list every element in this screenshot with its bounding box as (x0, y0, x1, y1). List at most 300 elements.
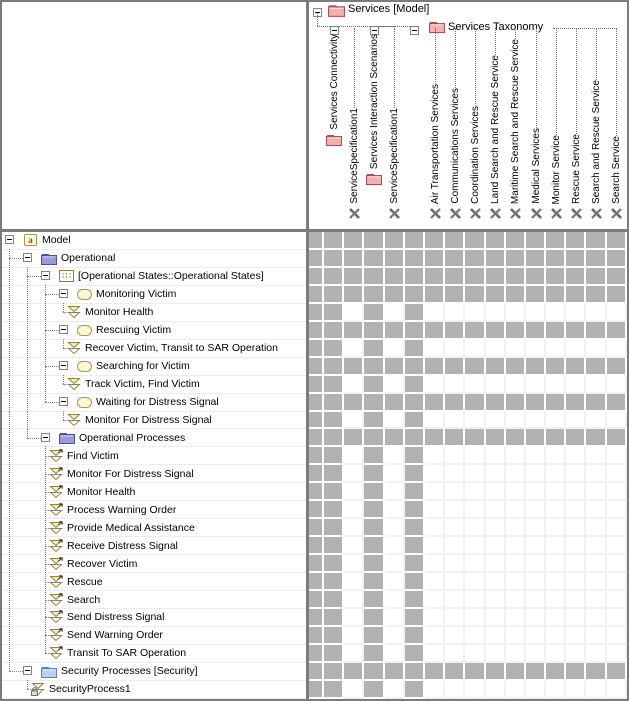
matrix-cell[interactable] (445, 609, 465, 627)
column-header-air-transportation-services[interactable] (425, 28, 445, 225)
matrix-cell[interactable] (425, 537, 445, 555)
matrix-cell[interactable] (465, 465, 485, 483)
matrix-cell[interactable] (425, 627, 445, 645)
tree-row[interactable] (2, 232, 306, 250)
matrix-cell[interactable] (566, 537, 586, 555)
matrix-cell[interactable] (425, 573, 445, 591)
matrix-cell (309, 268, 324, 286)
matrix-cell[interactable] (425, 447, 445, 465)
tree-row[interactable] (2, 681, 306, 699)
matrix-cell[interactable] (465, 376, 485, 394)
matrix-cell[interactable] (526, 483, 546, 501)
matrix-cell[interactable] (385, 519, 405, 537)
matrix-cell[interactable] (445, 627, 465, 645)
matrix-cell[interactable] (465, 501, 485, 519)
matrix-cell (526, 322, 546, 340)
tree-row[interactable] (2, 555, 306, 573)
tree-expander[interactable] (23, 250, 41, 267)
column-root-header[interactable]: Services [Model] (348, 3, 430, 15)
tree-expander[interactable] (41, 268, 59, 285)
matrix-cell[interactable] (465, 340, 485, 358)
matrix-cell[interactable] (425, 681, 445, 699)
matrix-cell[interactable] (566, 591, 586, 609)
matrix-cell[interactable] (566, 483, 586, 501)
tree-expander[interactable] (59, 286, 77, 303)
matrix-cell[interactable] (425, 519, 445, 537)
matrix-cell[interactable] (465, 627, 485, 645)
matrix-cell (445, 286, 465, 304)
matrix-cell[interactable] (546, 465, 566, 483)
matrix-cell[interactable] (385, 376, 405, 394)
matrix-cell[interactable] (344, 519, 364, 537)
matrix-cell[interactable] (465, 591, 485, 609)
matrix-cell[interactable] (607, 573, 627, 591)
matrix-cell[interactable] (425, 340, 445, 358)
matrix-cell (445, 358, 465, 376)
tree-guide (5, 465, 23, 482)
column-header-coordination-services[interactable] (465, 28, 485, 225)
matrix-cell[interactable] (425, 304, 445, 322)
matrix-cell[interactable] (486, 501, 506, 519)
matrix-cell[interactable] (344, 627, 364, 645)
tree-row[interactable] (2, 663, 306, 681)
tree-row[interactable] (2, 483, 306, 501)
matrix-cell[interactable] (506, 412, 526, 430)
matrix-cell[interactable] (586, 376, 606, 394)
tree-expander[interactable] (23, 663, 41, 680)
column-header-search-service[interactable] (607, 28, 627, 225)
tree-guide (59, 376, 77, 393)
matrix-cell[interactable] (586, 465, 606, 483)
matrix-cell[interactable] (344, 304, 364, 322)
matrix-cell[interactable] (465, 555, 485, 573)
matrix-cell[interactable] (344, 645, 364, 663)
matrix-cell[interactable] (526, 376, 546, 394)
matrix-cell[interactable] (526, 501, 546, 519)
matrix-cell[interactable] (486, 340, 506, 358)
collapse-expander-icon[interactable] (410, 22, 419, 40)
matrix-cell[interactable] (607, 465, 627, 483)
matrix-cell[interactable] (506, 645, 526, 663)
matrix-cell[interactable] (385, 447, 405, 465)
matrix-cell[interactable] (486, 627, 506, 645)
matrix-cell[interactable] (586, 627, 606, 645)
matrix-cell[interactable] (546, 412, 566, 430)
tree-row[interactable] (2, 519, 306, 537)
matrix-cell[interactable] (486, 376, 506, 394)
matrix-cell[interactable] (486, 681, 506, 699)
column-header-servicespecification1[interactable] (344, 28, 364, 225)
matrix-cell[interactable] (586, 609, 606, 627)
matrix-cell[interactable] (546, 483, 566, 501)
matrix-cell[interactable] (425, 645, 445, 663)
tree-row[interactable] (2, 322, 306, 340)
tree-row[interactable] (2, 627, 306, 645)
matrix-cell[interactable] (546, 555, 566, 573)
dotted-connector (616, 28, 617, 136)
tree-row[interactable] (2, 591, 306, 609)
matrix-cell[interactable] (566, 519, 586, 537)
matrix-cell[interactable] (425, 555, 445, 573)
matrix-cell[interactable] (546, 501, 566, 519)
matrix-cell[interactable] (486, 573, 506, 591)
matrix-cell[interactable] (385, 573, 405, 591)
matrix-cell[interactable] (344, 555, 364, 573)
tree-row[interactable] (2, 286, 306, 304)
matrix-cell[interactable] (546, 537, 566, 555)
matrix-cell[interactable] (506, 681, 526, 699)
matrix-cell[interactable] (445, 501, 465, 519)
matrix-cell[interactable] (586, 573, 606, 591)
matrix-cell (486, 358, 506, 376)
matrix-cell[interactable] (506, 447, 526, 465)
matrix-cell (364, 465, 384, 483)
matrix-cell[interactable] (486, 483, 506, 501)
matrix-cell (586, 286, 606, 304)
tree-row[interactable] (2, 447, 306, 465)
tree-expander[interactable] (5, 232, 23, 249)
matrix-cell[interactable] (385, 627, 405, 645)
matrix-cell[interactable] (566, 340, 586, 358)
matrix-cell[interactable] (445, 304, 465, 322)
matrix-cell[interactable] (486, 591, 506, 609)
package-blue-icon (59, 431, 75, 444)
matrix-cell[interactable] (566, 376, 586, 394)
matrix-cell[interactable] (526, 627, 546, 645)
matrix-cell[interactable] (486, 304, 506, 322)
matrix-cell[interactable] (445, 465, 465, 483)
matrix-cell[interactable] (586, 645, 606, 663)
matrix-cell[interactable] (546, 447, 566, 465)
column-header-label: Services Connectivity (328, 34, 340, 130)
matrix-cell[interactable] (566, 465, 586, 483)
matrix-cell[interactable] (566, 447, 586, 465)
matrix-cell[interactable] (586, 591, 606, 609)
matrix-cell (309, 340, 324, 358)
matrix-cell[interactable] (506, 465, 526, 483)
matrix-cell[interactable] (465, 519, 485, 537)
matrix-cell[interactable] (586, 340, 606, 358)
matrix-cell[interactable] (344, 501, 364, 519)
matrix-cell[interactable] (546, 591, 566, 609)
matrix-cell[interactable] (506, 304, 526, 322)
matrix-cell[interactable] (586, 681, 606, 699)
tree-row[interactable] (2, 268, 306, 286)
matrix-cell[interactable] (526, 537, 546, 555)
matrix-cell[interactable] (425, 591, 445, 609)
tree-row-label: Monitoring Victim (96, 288, 177, 301)
matrix-cell[interactable] (486, 412, 506, 430)
tree-row[interactable] (2, 645, 306, 663)
tree-row[interactable] (2, 465, 306, 483)
tree-row[interactable] (2, 376, 306, 394)
matrix-cell[interactable] (526, 645, 546, 663)
matrix-cell[interactable] (486, 465, 506, 483)
matrix-cell[interactable] (607, 447, 627, 465)
column-header-monitor-service[interactable] (546, 28, 566, 225)
matrix-cell[interactable] (486, 555, 506, 573)
matrix-cell[interactable] (526, 340, 546, 358)
matrix-cell[interactable] (506, 555, 526, 573)
matrix-cell[interactable] (546, 609, 566, 627)
matrix-cell[interactable] (566, 304, 586, 322)
tree-expander[interactable] (59, 394, 77, 411)
matrix-cell[interactable] (526, 447, 546, 465)
dotted-connector (536, 28, 537, 128)
tree-row-label: Rescue (67, 575, 103, 588)
tree-row[interactable] (2, 394, 306, 412)
matrix-cell[interactable] (586, 501, 606, 519)
matrix-cell[interactable] (566, 645, 586, 663)
matrix-cell[interactable] (607, 483, 627, 501)
tree-row[interactable] (2, 573, 306, 591)
matrix-cell[interactable] (445, 447, 465, 465)
matrix-cell[interactable] (465, 537, 485, 555)
tree-guide (41, 447, 59, 464)
matrix-cell[interactable] (506, 519, 526, 537)
matrix-cell[interactable] (425, 412, 445, 430)
matrix-cell[interactable] (385, 591, 405, 609)
tree-expander[interactable] (59, 322, 77, 339)
matrix-cell[interactable] (465, 304, 485, 322)
matrix-cell[interactable] (385, 681, 405, 699)
matrix-cell[interactable] (445, 681, 465, 699)
matrix-cell[interactable] (344, 591, 364, 609)
matrix-cell[interactable] (546, 340, 566, 358)
matrix-cell[interactable] (445, 483, 465, 501)
matrix-cell[interactable] (566, 681, 586, 699)
column-header-label: Maritime Search and Rescue Service (510, 38, 522, 204)
matrix-cell[interactable] (526, 681, 546, 699)
tree-row[interactable] (2, 304, 306, 322)
matrix-cell[interactable] (465, 573, 485, 591)
matrix-cell[interactable] (607, 627, 627, 645)
matrix-cell[interactable] (607, 555, 627, 573)
tree-guide (5, 268, 23, 285)
matrix-cell[interactable] (344, 573, 364, 591)
tree-guide (23, 304, 41, 321)
matrix-cell (385, 358, 405, 376)
dotted-connector (354, 28, 355, 108)
column-header-medical-services[interactable] (526, 28, 546, 225)
matrix-grid (309, 232, 627, 699)
tree-row-label: Operational (61, 252, 116, 265)
matrix-cell[interactable] (506, 573, 526, 591)
tree-guide (59, 304, 77, 321)
matrix-cell[interactable] (445, 537, 465, 555)
tree-guide (41, 519, 59, 536)
matrix-cell[interactable] (526, 591, 546, 609)
matrix-cell[interactable] (586, 555, 606, 573)
column-header-rescue-service[interactable] (566, 28, 586, 225)
matrix-cell[interactable] (445, 555, 465, 573)
tree-row[interactable] (2, 609, 306, 627)
column-header-maritime-search-and-rescue-service[interactable] (506, 28, 526, 225)
matrix-cell[interactable] (465, 609, 485, 627)
matrix-cell[interactable] (586, 483, 606, 501)
matrix-cell[interactable] (486, 519, 506, 537)
matrix-cell[interactable] (607, 537, 627, 555)
matrix-cell[interactable] (506, 537, 526, 555)
matrix-cell[interactable] (486, 447, 506, 465)
matrix-cell[interactable] (607, 304, 627, 322)
matrix-cell[interactable] (566, 555, 586, 573)
state-icon (77, 289, 92, 300)
tree-row[interactable] (2, 340, 306, 358)
matrix-cell[interactable] (445, 376, 465, 394)
matrix-cell[interactable] (546, 573, 566, 591)
tree-row-label: Monitor For Distress Signal (67, 467, 194, 480)
column-group-services-taxonomy[interactable]: Services Taxonomy (448, 21, 544, 33)
matrix-cell[interactable] (506, 609, 526, 627)
matrix-cell[interactable] (385, 609, 405, 627)
matrix-cell (405, 627, 425, 645)
matrix-cell[interactable] (385, 304, 405, 322)
matrix-cell[interactable] (344, 483, 364, 501)
tree-row-label: Send Warning Order (67, 629, 163, 642)
matrix-cell[interactable] (486, 609, 506, 627)
column-header-land-search-and-rescue-service[interactable] (486, 28, 506, 225)
matrix-cell (385, 322, 405, 340)
matrix-cell[interactable] (506, 627, 526, 645)
matrix-cell[interactable] (607, 412, 627, 430)
matrix-cell[interactable] (425, 376, 445, 394)
matrix-cell[interactable] (546, 519, 566, 537)
tree-row[interactable] (2, 250, 306, 268)
matrix-cell[interactable] (486, 537, 506, 555)
matrix-cell (405, 447, 425, 465)
matrix-cell[interactable] (607, 519, 627, 537)
matrix-cell[interactable] (586, 447, 606, 465)
matrix-cell[interactable] (344, 340, 364, 358)
tree-row[interactable] (2, 429, 306, 447)
matrix-cell[interactable] (506, 340, 526, 358)
column-header-services-interaction-scenarios[interactable] (364, 34, 384, 225)
matrix-cell[interactable] (385, 483, 405, 501)
tree-guide (41, 501, 59, 518)
matrix-cell (607, 394, 627, 412)
matrix-cell[interactable] (607, 376, 627, 394)
tree-expander[interactable] (41, 429, 59, 446)
matrix-cell[interactable] (526, 519, 546, 537)
matrix-cell[interactable] (445, 519, 465, 537)
matrix-cell[interactable] (445, 573, 465, 591)
matrix-cell[interactable] (506, 483, 526, 501)
matrix-cell[interactable] (586, 519, 606, 537)
matrix-cell[interactable] (546, 645, 566, 663)
matrix-cell[interactable] (526, 304, 546, 322)
matrix-cell[interactable] (506, 376, 526, 394)
matrix-cell[interactable] (506, 591, 526, 609)
matrix-cell (566, 232, 586, 250)
matrix-cell[interactable] (566, 412, 586, 430)
column-header-communications-services[interactable] (445, 28, 465, 225)
matrix-cell[interactable] (586, 304, 606, 322)
matrix-cell[interactable] (526, 412, 546, 430)
matrix-cell[interactable] (445, 412, 465, 430)
matrix-cell (425, 429, 445, 447)
matrix-cell[interactable] (607, 609, 627, 627)
matrix-cell[interactable] (385, 645, 405, 663)
tree-row[interactable] (2, 358, 306, 376)
matrix-cell[interactable] (385, 501, 405, 519)
matrix-cell[interactable] (385, 412, 405, 430)
column-header-search-and-rescue-service[interactable] (587, 28, 607, 225)
matrix-cell (324, 340, 344, 358)
matrix-cell[interactable] (344, 609, 364, 627)
matrix-cell[interactable] (344, 537, 364, 555)
matrix-cell[interactable] (344, 681, 364, 699)
matrix-cell[interactable] (506, 501, 526, 519)
matrix-cell[interactable] (465, 483, 485, 501)
matrix-cell[interactable] (465, 681, 485, 699)
matrix-cell[interactable] (445, 645, 465, 663)
matrix-cell[interactable] (586, 537, 606, 555)
matrix-cell[interactable] (385, 537, 405, 555)
matrix-cell[interactable] (566, 501, 586, 519)
matrix-cell (324, 555, 344, 573)
matrix-cell[interactable] (425, 483, 445, 501)
tree-row[interactable] (2, 412, 306, 430)
matrix-cell[interactable] (546, 681, 566, 699)
matrix-cell[interactable] (566, 627, 586, 645)
matrix-cell (364, 501, 384, 519)
tree-guide (41, 627, 59, 644)
column-header-services-connectivity[interactable] (324, 34, 344, 225)
matrix-cell[interactable] (586, 412, 606, 430)
matrix-cell[interactable] (344, 447, 364, 465)
matrix-cell[interactable] (385, 340, 405, 358)
matrix-cell[interactable] (546, 627, 566, 645)
matrix-cell[interactable] (607, 645, 627, 663)
matrix-cell[interactable] (465, 645, 485, 663)
dotted-connector (339, 26, 354, 27)
matrix-cell[interactable] (607, 681, 627, 699)
tree-row[interactable] (2, 501, 306, 519)
matrix-cell[interactable] (344, 465, 364, 483)
matrix-cell[interactable] (486, 645, 506, 663)
tree-guide (23, 465, 41, 482)
column-header-servicespecification1[interactable] (385, 28, 405, 225)
matrix-cell[interactable] (465, 412, 485, 430)
matrix-cell[interactable] (344, 412, 364, 430)
matrix-cell[interactable] (526, 555, 546, 573)
matrix-cell[interactable] (526, 465, 546, 483)
matrix-cell[interactable] (607, 340, 627, 358)
tree-row[interactable] (2, 537, 306, 555)
matrix-cell[interactable] (445, 340, 465, 358)
matrix-cell[interactable] (385, 465, 405, 483)
matrix-cell (344, 286, 364, 304)
matrix-cell[interactable] (526, 609, 546, 627)
matrix-cell[interactable] (607, 501, 627, 519)
matrix-cell[interactable] (566, 609, 586, 627)
matrix-cell[interactable] (425, 609, 445, 627)
matrix-cell[interactable] (385, 555, 405, 573)
matrix-cell (309, 591, 324, 609)
matrix-cell[interactable] (465, 447, 485, 465)
matrix-cell[interactable] (425, 501, 445, 519)
matrix-cell[interactable] (566, 573, 586, 591)
matrix-cell[interactable] (526, 573, 546, 591)
matrix-cell[interactable] (344, 376, 364, 394)
matrix-cell[interactable] (425, 465, 445, 483)
tree-expander[interactable] (59, 358, 77, 375)
matrix-cell[interactable] (607, 591, 627, 609)
matrix-cell[interactable] (546, 304, 566, 322)
matrix-cell[interactable] (445, 591, 465, 609)
matrix-cell[interactable] (546, 376, 566, 394)
